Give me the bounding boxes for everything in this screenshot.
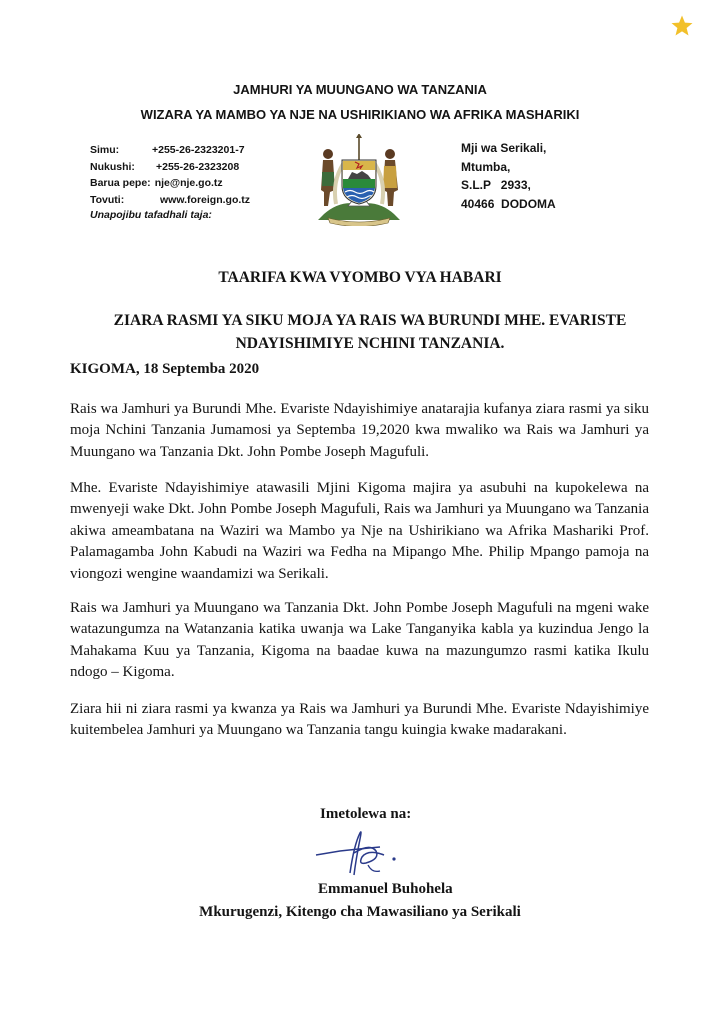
contact-fax <box>90 159 250 176</box>
address-line: Mji wa Serikali, <box>461 141 547 155</box>
email-value: nje@nje.go.tz <box>154 177 223 189</box>
letterhead-country: JAMHURI YA MUUNGANO WA TANZANIA <box>233 82 487 97</box>
body-paragraph: Rais wa Jamhuri ya Muungano wa Tanzania Dkt. John Pombe Joseph Magufuli na mgeni wake watazungumza na Watanzania katika uwanja wa Lake Tanganyika kabla ya kuzindua Jengo la Mahakama Kuu ya Tanzania, Kigoma na baadae kuwa na mazungumzo rasmi katika Ikulu ndogo – Kigoma. <box>70 600 649 681</box>
website-label: Tovuti: <box>90 193 125 206</box>
signatory-name: Emmanuel Buhohela <box>318 881 453 897</box>
letterhead-ministry: WIZARA YA MAMBO YA NJE NA USHIRIKIANO WA AFRIKA MASHARIKI <box>140 107 580 122</box>
body-paragraph: Rais wa Jamhuri ya Burundi Mhe. Evariste Ndayishimiye anatarajia kufanya ziara rasmi ya siku moja Nchini Tanzania Jumamosi ya Septemba 19,2020 kwa mwaliko wa Rais wa Jamhuri ya Muungano wa Tanzania Dkt. John Pombe Joseph Magufuli. <box>70 401 649 460</box>
signature-icon <box>310 825 430 885</box>
contact-website <box>90 192 250 209</box>
signatory-title: Mkurugenzi, Kitengo cha Mawasiliano ya Serikali <box>199 904 521 920</box>
phone-value: +255-26-2323201-7 <box>152 144 245 156</box>
reply-note: Unapojibu tafadhali taja: <box>90 209 212 221</box>
email-label: Barua pepe: <box>90 177 151 189</box>
dateline: KIGOMA, 18 Septemba 2020 <box>70 361 260 377</box>
address-line: S.L.P 2933, <box>461 178 531 193</box>
body-paragraph: Mhe. Evariste Ndayishimiye atawasili Mjini Kigoma majira ya asubuhi na kupokelewa na mwenyeji wake Dkt. John Pombe Joseph Magufuli, Rais wa Jamhuri ya Muungano wa Tanzania akiwa ameambatana na Waziri wa Mambo ya Nje na Ushirikiano wa Afrika Mashariki Prof. Palamagamba John Kabudi na Waziri wa Fedha na Mipango Mhe. Philip Mpango pamoja na viongozi wengine waandamizi wa Serikali. <box>70 480 649 582</box>
contact-block <box>90 142 250 208</box>
website-value: www.foreign.go.tz <box>160 193 251 206</box>
star-icon[interactable] <box>670 14 694 38</box>
coat-of-arms-icon <box>310 134 408 226</box>
address-line: Mtumba, <box>461 159 511 174</box>
address-line: 40466 DODOMA <box>461 196 556 211</box>
issued-by-label: Imetolewa na: <box>320 806 412 822</box>
contact-phone <box>90 142 250 159</box>
contact-email <box>90 175 250 192</box>
fax-label: Nukushi: <box>90 160 135 173</box>
document-subject: ZIARA RASMI YA SIKU MOJA YA RAIS WA BURUNDI MHE. EVARISTE NDAYISHIMIYE NCHINI TANZANIA. <box>113 312 627 352</box>
document-heading: TAARIFA KWA VYOMBO VYA HABARI <box>218 269 502 286</box>
body-paragraph: Ziara hii ni ziara rasmi ya kwanza ya Rais wa Jamhuri ya Burundi Mhe. Evariste Ndayishimiye kuitembelea Jamhuri ya Muungano wa Tanzania tangu kuingia kwake madarakani. <box>70 701 649 739</box>
fax-value: +255-26-2323208 <box>156 160 240 173</box>
address-block <box>461 139 556 213</box>
phone-label: Simu: <box>90 144 120 156</box>
